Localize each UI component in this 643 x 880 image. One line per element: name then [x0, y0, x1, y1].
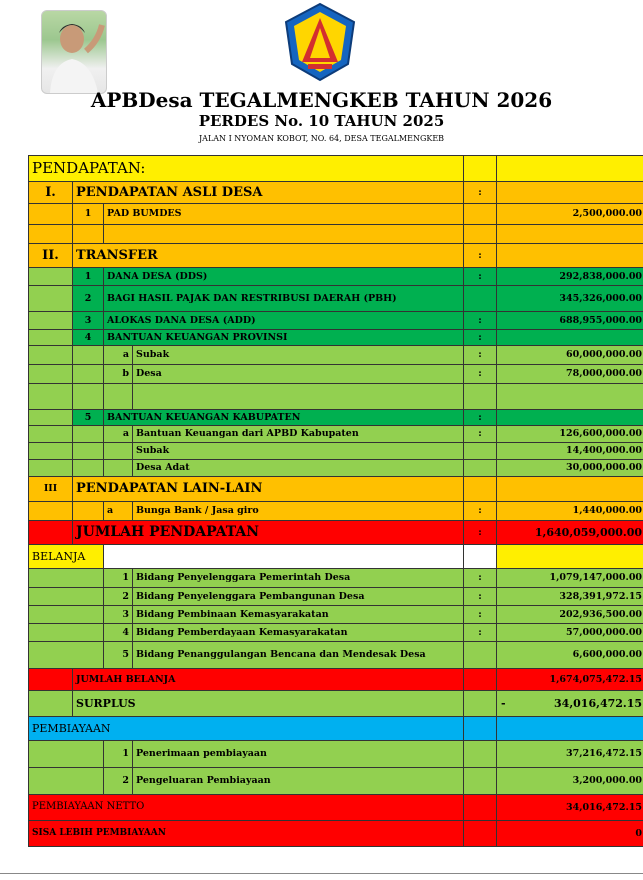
table-row: a Bunga Bank / Jasa giro : 1,440,000.00: [29, 502, 643, 521]
value-belanja-3: 202,936,500.00: [497, 606, 643, 624]
silpa-label: SISA LEBIH PEMBIAYAAN: [29, 821, 464, 847]
silpa-value: 0: [497, 821, 643, 847]
table-row: 5 Bidang Penanggulangan Bencana dan Mendesak Desa 6,600,000.00: [29, 642, 643, 669]
table-row: 1 PAD BUMDES 2,500,000.00: [29, 204, 643, 225]
total-belanja-label: JUMLAH BELANJA: [73, 669, 464, 691]
pembiayaan-netto-label: PEMBIAYAAN NETTO: [29, 795, 464, 821]
bottom-divider: [0, 873, 643, 874]
value-pbh: 345,326,000.00: [497, 286, 643, 312]
value-pengeluaran-pembiayaan: 3,200,000.00: [497, 768, 643, 795]
table-row: Desa Adat 30,000,000.00: [29, 460, 643, 477]
section-pendapatan-lain: PENDAPATAN LAIN-LAIN: [73, 477, 464, 502]
table-row: [29, 545, 643, 569]
surplus-value: - 34,016,472.15: [497, 691, 643, 717]
section-transfer: TRANSFER: [73, 244, 464, 268]
table-row: 5 BANTUAN KEUANGAN KABUPATEN :: [29, 410, 643, 426]
address-line: JALAN I NYOMAN KOBOT, NO. 64, DESA TEGALMENGKEB: [198, 134, 445, 143]
table-row: 2 Bidang Penyelenggara Pembangunan Desa : 328,391,972.15: [29, 588, 643, 606]
surplus-sign: -: [501, 696, 506, 710]
table-row: [29, 717, 643, 741]
value-dana-desa: 292,838,000.00: [497, 268, 643, 286]
section-label-pembiayaan: PEMBIAYAAN: [29, 717, 464, 741]
table-row: [29, 691, 643, 717]
table-row: a Subak : 60,000,000.00: [29, 346, 643, 365]
table-row: [29, 384, 643, 410]
table-row: [29, 795, 643, 821]
table-row: III PENDAPATAN LAIN-LAIN: [29, 477, 643, 502]
surplus-label: SURPLUS: [73, 691, 464, 717]
value-bunga-bank: 1,440,000.00: [497, 502, 643, 521]
pembiayaan-netto-value: 34,016,472.15: [497, 795, 643, 821]
table-row: b Desa : 78,000,000.00: [29, 365, 643, 384]
regency-emblem-logo: [282, 2, 358, 82]
official-photo: [41, 10, 107, 94]
total-pendapatan-value: 1,640,059,000.00: [497, 521, 643, 545]
budget-table: [28, 155, 643, 847]
page-title: APBDesa TEGALMENGKEB TAHUN 2026: [90, 88, 553, 112]
value-bkk-apbd: 126,600,000.00: [497, 426, 643, 443]
total-belanja-value: 1,674,075,472.15: [497, 669, 643, 691]
value-add: 688,955,000.00: [497, 312, 643, 330]
table-row: 2 Pengeluaran Pembiayaan 3,200,000.00: [29, 768, 643, 795]
value-bkk-subak: 14,400,000.00: [497, 443, 643, 460]
value-penerimaan-pembiayaan: 37,216,472.15: [497, 741, 643, 768]
table-row: [29, 225, 643, 244]
table-row: I. PENDAPATAN ASLI DESA :: [29, 182, 643, 204]
table-row: [29, 821, 643, 847]
table-row: 2 BAGI HASIL PAJAK DAN RESTRIBUSI DAERAH (PBH) 345,326,000.00: [29, 286, 643, 312]
section-label-belanja: BELANJA: [29, 545, 104, 569]
value-bkp-desa: 78,000,000.00: [497, 365, 643, 384]
value-pad-bumdes: 2,500,000.00: [497, 204, 643, 225]
table-row: 1 DANA DESA (DDS) : 292,838,000.00: [29, 268, 643, 286]
table-row: II. TRANSFER :: [29, 244, 643, 268]
table-row: JUMLAH PENDAPATAN : 1,640,059,000.00: [29, 521, 643, 545]
section-label-pendapatan: PENDAPATAN:: [29, 156, 464, 182]
section-pendapatan-asli-desa: PENDAPATAN ASLI DESA: [73, 182, 464, 204]
table-row: 3 Bidang Pembinaan Kemasyarakatan : 202,936,500.00: [29, 606, 643, 624]
page-subtitle: PERDES No. 10 TAHUN 2025: [198, 112, 445, 130]
value-belanja-2: 328,391,972.15: [497, 588, 643, 606]
table-row: [29, 669, 643, 691]
table-row: 1 Bidang Penyelenggara Pemerintah Desa : 1,079,147,000.00: [29, 569, 643, 588]
total-pendapatan-label: JUMLAH PENDAPATAN: [73, 521, 464, 545]
table-row: 3 ALOKAS DANA DESA (ADD) : 688,955,000.00: [29, 312, 643, 330]
table-row: 1 Penerimaan pembiayaan 37,216,472.15: [29, 741, 643, 768]
table-row: 4 Bidang Pemberdayaan Kemasyarakatan : 57,000,000.00: [29, 624, 643, 642]
table-row: 4 BANTUAN KEUANGAN PROVINSI :: [29, 330, 643, 346]
table-row: Subak 14,400,000.00: [29, 443, 643, 460]
value-bkp-subak: 60,000,000.00: [497, 346, 643, 365]
value-belanja-4: 57,000,000.00: [497, 624, 643, 642]
value-belanja-5: 6,600,000.00: [497, 642, 643, 669]
table-row: [29, 156, 643, 182]
value-bkk-desa-adat: 30,000,000.00: [497, 460, 643, 477]
value-belanja-1: 1,079,147,000.00: [497, 569, 643, 588]
table-row: a Bantuan Keuangan dari APBD Kabupaten : 126,600,000.00: [29, 426, 643, 443]
